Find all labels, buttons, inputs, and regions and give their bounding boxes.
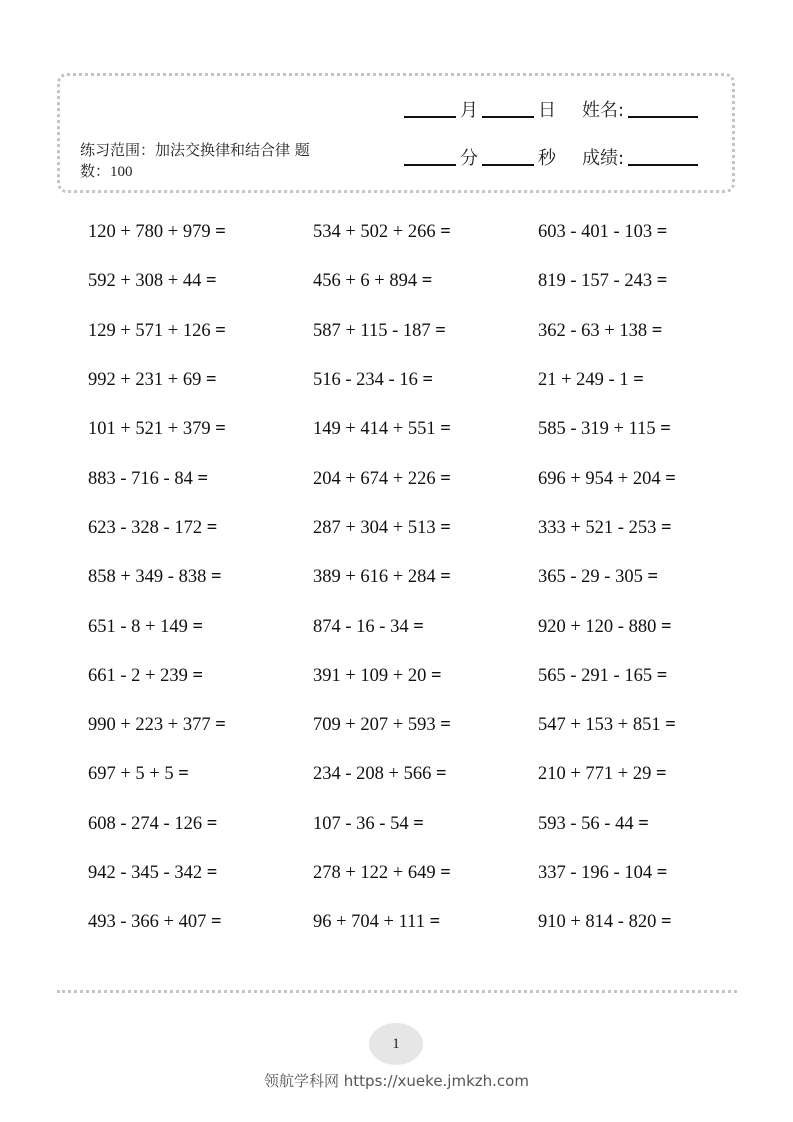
equals-sign: = [215,222,226,243]
problem [313,271,538,292]
problem-expression: 697 + 5 + 5 [88,764,179,785]
problem-expression: 337 - 196 - 104 [538,863,657,883]
equals-sign: = [206,813,218,834]
problem-row [88,405,768,454]
equals-sign: = [215,320,226,341]
equals-sign: = [413,616,424,637]
problem [538,469,763,490]
problem-row [88,504,768,553]
name-blank[interactable] [628,115,698,118]
problem [313,617,538,638]
equals-sign: = [665,468,676,489]
equals-sign: = [656,863,668,883]
equals-sign: = [192,665,204,686]
problem-expression: 603 - 401 - 103 [538,222,657,243]
problem [538,814,763,835]
divider [57,990,737,993]
problem-expression: 883 - 716 - 84 [88,468,198,489]
problem-row [88,602,768,651]
problem [313,863,538,884]
equals-sign: = [178,764,189,785]
equals-sign: = [197,468,208,489]
problem-grid [88,208,768,947]
page-number: 1 [369,1023,423,1065]
minute-blank[interactable] [404,163,456,166]
problem [538,764,763,785]
problem-expression: 651 - 8 + 149 [88,616,193,637]
problem-expression: 565 - 291 - 165 [538,665,657,686]
problem-expression: 96 + 704 + 111 [313,912,430,933]
problem-expression: 587 + 115 - 187 [313,320,436,341]
problem-expression: 389 + 616 + 284 [313,567,441,588]
equals-sign: = [656,764,667,785]
date-name-row [404,96,698,122]
problem-expression: 391 + 109 + 20 [313,665,431,686]
problem [88,222,313,243]
problem-expression: 592 + 308 + 44 [88,271,206,292]
equals-sign: = [660,912,672,933]
problem-expression: 942 - 345 - 342 [88,863,207,883]
problem-row [88,750,768,799]
problem [313,764,538,785]
problem [88,764,313,785]
month-label: 月 [460,100,478,121]
problem-expression: 493 - 366 + 407 [88,912,211,933]
problem [88,567,313,588]
problem-expression: 516 - 234 - 16 [313,370,423,391]
problem [313,321,538,342]
practice-range [80,140,310,183]
equals-sign: = [638,813,649,834]
score-blank[interactable] [628,163,698,166]
problem-expression: 990 + 223 + 377 [88,715,216,736]
equals-sign: = [210,567,222,588]
problem-expression: 234 - 208 + 566 [313,764,436,785]
problem-expression: 874 - 16 - 34 [313,616,414,637]
month-blank[interactable] [404,115,456,118]
second-label: 秒 [538,148,556,169]
equals-sign: = [413,813,424,834]
problem-row [88,454,768,503]
problem [88,321,313,342]
day-blank[interactable] [482,115,534,118]
problem [538,271,763,292]
problem-expression: 21 + 249 - 1 [538,370,634,391]
problem [538,419,763,440]
problem-expression: 107 - 36 - 54 [313,813,414,834]
problem-expression: 920 + 120 - 880 [538,616,661,637]
problem-row [88,652,768,701]
problem [313,419,538,440]
equals-sign: = [215,419,226,440]
problem [538,912,763,933]
equals-sign: = [440,222,451,243]
problem [538,321,763,342]
problem-expression: 534 + 502 + 266 [313,222,441,243]
equals-sign: = [440,863,451,883]
equals-sign: = [656,665,668,686]
count-value: 100 [110,164,133,180]
problem [88,518,313,539]
problem-row [88,701,768,750]
problem [313,715,538,736]
problem [538,222,763,243]
problem [313,518,538,539]
equals-sign: = [206,271,217,292]
equals-sign: = [647,567,658,588]
problem-expression: 456 + 6 + 894 [313,271,422,292]
problem-expression: 910 + 814 - 820 [538,912,661,933]
equals-sign: = [435,764,447,785]
problem-row [88,356,768,405]
equals-sign: = [660,419,671,440]
range-label: 练习范围：加法交换律和结合律 [80,141,291,159]
problem-expression: 365 - 29 - 305 [538,567,648,588]
problem [88,370,313,391]
equals-sign: = [206,517,218,538]
problem-expression: 608 - 274 - 126 [88,813,207,834]
problem-expression: 149 + 414 + 551 [313,419,441,440]
equals-sign: = [440,517,451,538]
problem [538,567,763,588]
equals-sign: = [210,912,222,933]
problem-expression: 623 - 328 - 172 [88,517,207,538]
problem [88,912,313,933]
problem [313,814,538,835]
equals-sign: = [440,419,451,440]
second-blank[interactable] [482,163,534,166]
problem [88,666,313,687]
problem-expression: 362 - 63 + 138 [538,320,652,341]
problem-row [88,257,768,306]
problem-row [88,307,768,356]
equals-sign: = [440,715,451,736]
problem-expression: 333 + 521 - 253 [538,517,661,538]
problem [538,863,763,884]
equals-sign: = [431,665,442,686]
problem [538,617,763,638]
problem [313,666,538,687]
problem [538,518,763,539]
equals-sign: = [206,370,217,391]
name-label: 姓名: [582,100,625,121]
equals-sign: = [440,468,451,489]
problem-row [88,898,768,947]
problem [313,222,538,243]
problem-expression: 210 + 771 + 29 [538,764,656,785]
problem-expression: 858 + 349 - 838 [88,567,211,588]
problem [538,666,763,687]
minute-label: 分 [460,148,478,169]
problem-expression: 593 - 56 - 44 [538,813,639,834]
time-score-row [404,144,698,170]
problem [88,419,313,440]
problem-row [88,553,768,602]
problem-expression: 287 + 304 + 513 [313,517,441,538]
problem-row [88,800,768,849]
problem [313,469,538,490]
problem-expression: 101 + 521 + 379 [88,419,216,440]
problem-expression: 696 + 954 + 204 [538,468,666,489]
problem [88,863,313,884]
equals-sign: = [435,320,446,341]
problem [313,912,538,933]
equals-sign: = [206,863,218,883]
problem-expression: 547 + 153 + 851 [538,715,666,736]
problem [88,617,313,638]
problem-expression: 661 - 2 + 239 [88,665,193,686]
day-label: 日 [538,100,556,121]
problem [313,567,538,588]
problem-expression: 709 + 207 + 593 [313,715,441,736]
score-label: 成绩: [582,148,625,169]
problem-expression: 992 + 231 + 69 [88,370,206,391]
problem [538,370,763,391]
equals-sign: = [660,616,672,637]
equals-sign: = [440,567,451,588]
equals-sign: = [656,271,668,292]
problem-expression: 120 + 780 + 979 [88,222,216,243]
problem-row [88,849,768,898]
equals-sign: = [633,370,644,391]
equals-sign: = [656,222,668,243]
problem [88,271,313,292]
equals-sign: = [192,616,204,637]
problem [88,469,313,490]
problem-expression: 204 + 674 + 226 [313,468,441,489]
equals-sign: = [421,271,433,292]
equals-sign: = [215,715,226,736]
problem [88,715,313,736]
equals-sign: = [660,517,672,538]
equals-sign: = [422,370,433,391]
problem-row [88,208,768,257]
problem [538,715,763,736]
problem-expression: 278 + 122 + 649 [313,863,441,883]
count-label: 题数： [80,141,310,180]
problem [313,370,538,391]
equals-sign: = [665,715,676,736]
equals-sign: = [429,912,441,933]
footer-site: 领航学科网 https://xueke.jmkzh.com [264,1072,529,1090]
problem-expression: 819 - 157 - 243 [538,271,657,292]
problem [88,814,313,835]
problem-expression: 585 - 319 + 115 [538,419,661,440]
equals-sign: = [651,320,663,341]
problem-expression: 129 + 571 + 126 [88,320,216,341]
